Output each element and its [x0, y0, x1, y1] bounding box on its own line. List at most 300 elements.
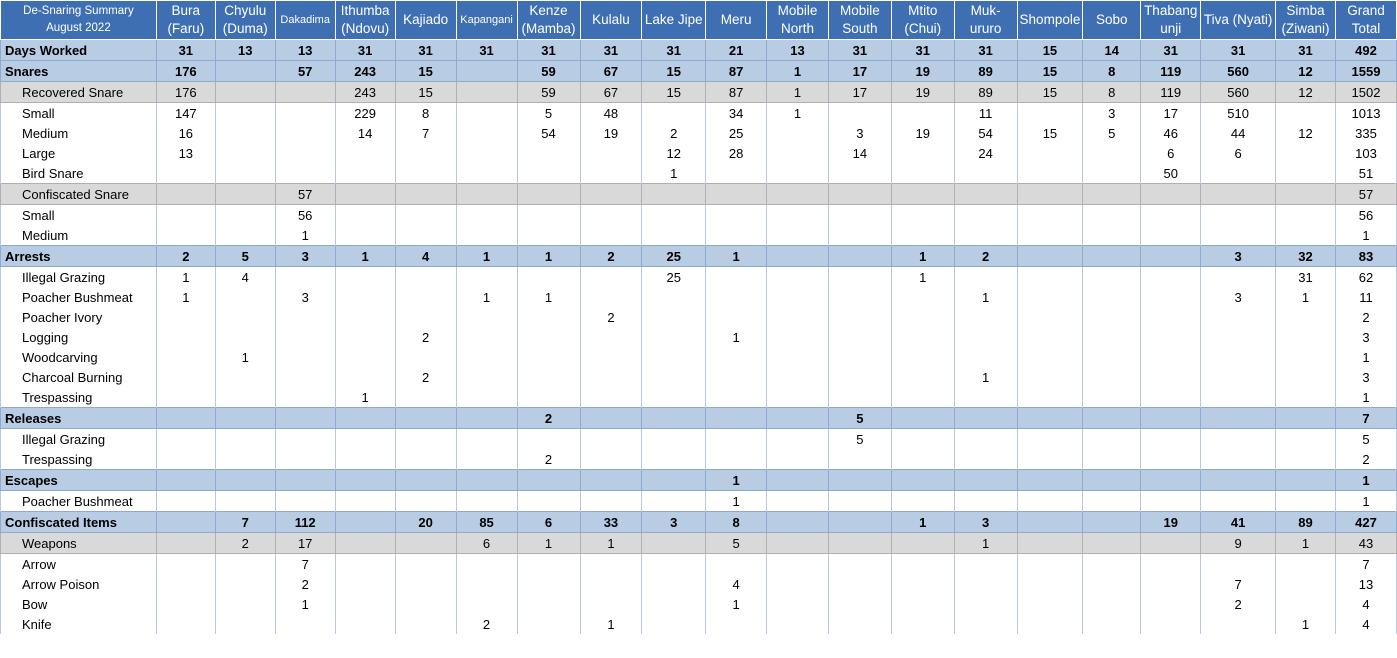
table-cell	[335, 225, 395, 246]
table-cell	[642, 533, 706, 554]
table-cell: 1	[335, 246, 395, 267]
table-cell: 25	[642, 246, 706, 267]
table-cell: 89	[954, 61, 1017, 82]
table-cell: 5	[828, 408, 891, 429]
table-cell	[1083, 449, 1141, 470]
table-cell	[517, 614, 580, 634]
grand-total-cell: 3	[1335, 367, 1396, 387]
row-label: Trespassing	[1, 387, 157, 408]
table-cell: 13	[215, 40, 275, 61]
table-cell: 5	[517, 103, 580, 124]
table-cell	[891, 554, 954, 575]
table-cell: 5	[706, 533, 767, 554]
table-cell	[275, 387, 335, 408]
table-cell	[954, 554, 1017, 575]
table-cell	[275, 103, 335, 124]
table-row	[1, 307, 1397, 327]
table-cell: 15	[395, 82, 456, 103]
table-cell	[1201, 491, 1276, 512]
section-row	[1, 470, 1397, 491]
table-cell	[456, 327, 517, 347]
table-cell	[1017, 225, 1083, 246]
table-cell	[642, 614, 706, 634]
table-cell	[1083, 246, 1141, 267]
table-cell	[1201, 327, 1276, 347]
table-cell	[215, 491, 275, 512]
table-cell	[891, 307, 954, 327]
row-label: Illegal Grazing	[1, 267, 157, 288]
table-cell	[1201, 470, 1276, 491]
table-cell: 243	[335, 61, 395, 82]
table-cell	[335, 614, 395, 634]
row-label: Days Worked	[1, 40, 157, 61]
grand-total-cell: 1	[1335, 347, 1396, 367]
table-cell	[706, 287, 767, 307]
table-cell	[1276, 408, 1336, 429]
table-cell: 560	[1201, 61, 1276, 82]
table-cell: 59	[517, 61, 580, 82]
table-cell	[1083, 163, 1141, 184]
table-cell	[1083, 512, 1141, 533]
table-cell: 31	[1141, 40, 1201, 61]
table-cell: 28	[706, 143, 767, 163]
table-cell	[335, 267, 395, 288]
table-cell	[156, 347, 215, 367]
row-label: Arrow	[1, 554, 157, 575]
table-cell	[828, 225, 891, 246]
table-cell	[954, 267, 1017, 288]
table-body	[1, 40, 1397, 635]
table-cell	[395, 287, 456, 307]
table-cell	[1141, 429, 1201, 450]
table-cell: 59	[517, 82, 580, 103]
table-cell: 1	[954, 533, 1017, 554]
table-cell	[215, 554, 275, 575]
table-cell	[1083, 594, 1141, 614]
table-cell	[1276, 594, 1336, 614]
table-cell	[891, 470, 954, 491]
table-cell: 31	[954, 40, 1017, 61]
table-cell	[767, 287, 829, 307]
table-cell: 1	[891, 512, 954, 533]
table-cell	[517, 163, 580, 184]
table-cell	[1017, 429, 1083, 450]
table-cell: 50	[1141, 163, 1201, 184]
table-cell	[1083, 367, 1141, 387]
table-cell	[954, 163, 1017, 184]
table-cell	[580, 347, 642, 367]
table-cell	[1141, 470, 1201, 491]
table-cell: 19	[580, 123, 642, 143]
table-cell	[891, 287, 954, 307]
table-cell	[395, 429, 456, 450]
table-cell: 5	[828, 429, 891, 450]
table-cell	[335, 554, 395, 575]
table-row	[1, 614, 1397, 634]
table-cell	[891, 491, 954, 512]
table-cell	[891, 367, 954, 387]
table-cell	[517, 225, 580, 246]
table-cell	[891, 387, 954, 408]
table-cell	[1201, 554, 1276, 575]
table-cell	[395, 184, 456, 205]
table-cell	[1276, 470, 1336, 491]
table-cell	[517, 554, 580, 575]
table-cell	[335, 143, 395, 163]
table-cell	[215, 205, 275, 226]
table-cell	[1276, 205, 1336, 226]
table-cell	[642, 327, 706, 347]
table-cell	[1201, 205, 1276, 226]
table-cell: 19	[891, 61, 954, 82]
table-row	[1, 594, 1397, 614]
table-cell: 1	[335, 387, 395, 408]
subsection-row	[1, 184, 1397, 205]
table-cell	[1083, 267, 1141, 288]
table-cell	[1201, 614, 1276, 634]
table-cell	[642, 387, 706, 408]
section-row	[1, 61, 1397, 82]
table-title	[1, 1, 157, 40]
table-cell: 6	[1141, 143, 1201, 163]
table-cell	[828, 327, 891, 347]
table-cell	[456, 307, 517, 327]
table-cell	[275, 429, 335, 450]
table-cell	[156, 554, 215, 575]
table-cell: 2	[395, 327, 456, 347]
table-row	[1, 347, 1397, 367]
table-cell	[456, 163, 517, 184]
table-cell	[335, 287, 395, 307]
table-cell	[517, 143, 580, 163]
table-cell	[580, 163, 642, 184]
table-cell	[706, 554, 767, 575]
table-cell: 3	[828, 123, 891, 143]
column-header-kulalu: Kulalu	[580, 1, 642, 40]
table-cell	[275, 449, 335, 470]
table-cell: 1	[517, 287, 580, 307]
table-cell	[891, 408, 954, 429]
table-cell: 15	[642, 61, 706, 82]
table-cell: 89	[1276, 512, 1336, 533]
table-cell	[1017, 594, 1083, 614]
table-cell	[891, 163, 954, 184]
table-cell	[1017, 246, 1083, 267]
grand-total-cell: 1559	[1335, 61, 1396, 82]
grand-total-cell: 4	[1335, 594, 1396, 614]
table-cell	[954, 594, 1017, 614]
table-cell	[1201, 449, 1276, 470]
table-cell	[1141, 554, 1201, 575]
table-cell: 6	[456, 533, 517, 554]
grand-total-cell: 5	[1335, 429, 1396, 450]
table-cell: 1	[580, 533, 642, 554]
table-cell: 8	[706, 512, 767, 533]
row-label: Small	[1, 205, 157, 226]
table-cell: 3	[1201, 246, 1276, 267]
row-label: Poacher Bushmeat	[1, 287, 157, 307]
table-cell	[517, 367, 580, 387]
title-line-1: De-Snaring Summary	[23, 5, 134, 17]
table-cell	[891, 327, 954, 347]
table-cell	[954, 574, 1017, 594]
table-cell: 2	[215, 533, 275, 554]
table-cell: 54	[517, 123, 580, 143]
table-row	[1, 163, 1397, 184]
table-cell	[275, 367, 335, 387]
grand-total-cell: 13	[1335, 574, 1396, 594]
table-cell: 15	[1017, 40, 1083, 61]
table-cell	[1201, 367, 1276, 387]
row-label: Knife	[1, 614, 157, 634]
table-cell	[275, 408, 335, 429]
table-cell: 2	[580, 307, 642, 327]
table-cell	[1276, 367, 1336, 387]
table-cell	[1017, 408, 1083, 429]
table-cell	[828, 533, 891, 554]
table-cell	[456, 143, 517, 163]
table-cell	[456, 103, 517, 124]
table-cell	[706, 267, 767, 288]
table-row	[1, 554, 1397, 575]
grand-total-cell: 83	[1335, 246, 1396, 267]
table-cell	[395, 470, 456, 491]
table-cell	[335, 470, 395, 491]
table-cell: 67	[580, 82, 642, 103]
table-cell	[767, 205, 829, 226]
table-cell	[275, 327, 335, 347]
table-cell	[156, 470, 215, 491]
column-header-mukururo: Muk- ururo	[954, 1, 1017, 40]
table-cell	[828, 246, 891, 267]
section-row	[1, 512, 1397, 533]
row-label: Recovered Snare	[1, 82, 157, 103]
table-cell	[828, 367, 891, 387]
table-cell	[335, 347, 395, 367]
table-cell	[954, 307, 1017, 327]
table-cell	[275, 347, 335, 367]
row-label: Logging	[1, 327, 157, 347]
table-cell	[1017, 491, 1083, 512]
title-line-2: August 2022	[46, 22, 111, 34]
table-cell: 89	[954, 82, 1017, 103]
table-cell: 31	[517, 40, 580, 61]
column-header-mtito: Mtito (Chui)	[891, 1, 954, 40]
grand-total-cell: 7	[1335, 408, 1396, 429]
table-cell	[828, 449, 891, 470]
table-cell	[156, 512, 215, 533]
table-cell: 1	[275, 594, 335, 614]
table-cell	[517, 347, 580, 367]
table-cell	[706, 225, 767, 246]
table-cell	[954, 225, 1017, 246]
table-cell	[891, 449, 954, 470]
table-cell	[456, 554, 517, 575]
table-cell	[1017, 184, 1083, 205]
table-cell	[580, 429, 642, 450]
row-label: Confiscated Snare	[1, 184, 157, 205]
table-cell: 15	[1017, 82, 1083, 103]
table-cell: 3	[275, 246, 335, 267]
table-cell: 87	[706, 82, 767, 103]
table-cell: 1	[580, 614, 642, 634]
table-cell	[395, 205, 456, 226]
table-cell	[215, 143, 275, 163]
grand-total-cell: 7	[1335, 554, 1396, 575]
table-cell	[215, 470, 275, 491]
table-cell	[275, 491, 335, 512]
table-cell	[828, 594, 891, 614]
table-cell: 33	[580, 512, 642, 533]
table-cell	[1141, 533, 1201, 554]
table-cell	[1201, 184, 1276, 205]
table-cell	[395, 347, 456, 367]
table-cell: 6	[1201, 143, 1276, 163]
table-cell: 1	[706, 491, 767, 512]
table-cell	[954, 327, 1017, 347]
table-cell	[156, 574, 215, 594]
table-cell	[891, 143, 954, 163]
row-label: Woodcarving	[1, 347, 157, 367]
table-cell	[1201, 347, 1276, 367]
table-cell: 20	[395, 512, 456, 533]
table-cell: 3	[275, 287, 335, 307]
table-cell	[1201, 267, 1276, 288]
table-row	[1, 267, 1397, 288]
table-cell	[456, 225, 517, 246]
table-cell	[1141, 287, 1201, 307]
table-cell	[1141, 246, 1201, 267]
table-cell: 1	[706, 327, 767, 347]
table-cell	[156, 408, 215, 429]
table-cell: 32	[1276, 246, 1336, 267]
table-cell: 2	[156, 246, 215, 267]
table-cell	[642, 449, 706, 470]
table-cell	[828, 205, 891, 226]
table-cell	[156, 327, 215, 347]
table-cell	[395, 143, 456, 163]
table-cell	[706, 367, 767, 387]
table-cell	[1276, 449, 1336, 470]
table-cell	[156, 184, 215, 205]
table-cell	[456, 429, 517, 450]
table-cell	[335, 449, 395, 470]
table-cell: 4	[215, 267, 275, 288]
table-cell	[456, 184, 517, 205]
table-cell	[1083, 327, 1141, 347]
table-cell	[1017, 554, 1083, 575]
table-cell: 25	[706, 123, 767, 143]
table-cell: 19	[891, 123, 954, 143]
table-cell	[580, 267, 642, 288]
table-cell: 1	[706, 470, 767, 491]
table-cell	[580, 327, 642, 347]
table-cell	[767, 512, 829, 533]
table-cell	[580, 205, 642, 226]
table-cell	[517, 205, 580, 226]
table-cell	[1141, 387, 1201, 408]
table-cell	[580, 574, 642, 594]
table-cell	[1276, 307, 1336, 327]
table-cell	[706, 205, 767, 226]
table-cell	[580, 554, 642, 575]
table-cell	[1276, 103, 1336, 124]
table-cell	[215, 367, 275, 387]
row-label: Charcoal Burning	[1, 367, 157, 387]
grand-total-cell: 11	[1335, 287, 1396, 307]
table-cell	[215, 307, 275, 327]
grand-total-cell: 103	[1335, 143, 1396, 163]
table-cell	[954, 491, 1017, 512]
table-cell	[706, 408, 767, 429]
table-cell	[335, 594, 395, 614]
row-label: Bow	[1, 594, 157, 614]
table-cell: 112	[275, 512, 335, 533]
table-cell	[828, 491, 891, 512]
table-cell	[1276, 429, 1336, 450]
table-cell	[335, 429, 395, 450]
column-header-kapangani: Kapangani	[456, 1, 517, 40]
table-cell	[580, 184, 642, 205]
table-cell: 1	[215, 347, 275, 367]
table-cell: 119	[1141, 82, 1201, 103]
table-cell	[395, 408, 456, 429]
table-cell: 510	[1201, 103, 1276, 124]
table-cell	[954, 387, 1017, 408]
table-cell: 24	[954, 143, 1017, 163]
table-cell: 15	[642, 82, 706, 103]
table-cell	[1276, 327, 1336, 347]
table-cell: 229	[335, 103, 395, 124]
table-cell	[275, 267, 335, 288]
table-cell	[828, 470, 891, 491]
table-cell	[1141, 614, 1201, 634]
table-row	[1, 205, 1397, 226]
table-cell: 2	[517, 449, 580, 470]
table-cell: 7	[215, 512, 275, 533]
table-cell	[642, 225, 706, 246]
table-cell: 17	[1141, 103, 1201, 124]
table-cell: 1	[1276, 287, 1336, 307]
table-cell: 9	[1201, 533, 1276, 554]
table-cell	[767, 327, 829, 347]
table-cell	[1276, 225, 1336, 246]
table-cell	[1141, 205, 1201, 226]
table-cell	[335, 512, 395, 533]
table-cell	[215, 287, 275, 307]
section-row	[1, 40, 1397, 61]
table-cell	[1083, 347, 1141, 367]
column-header-meru: Meru	[706, 1, 767, 40]
table-cell	[1017, 533, 1083, 554]
table-cell	[706, 184, 767, 205]
table-cell: 243	[335, 82, 395, 103]
table-cell: 31	[642, 40, 706, 61]
table-cell	[1017, 614, 1083, 634]
table-cell	[954, 205, 1017, 226]
section-row	[1, 408, 1397, 429]
table-cell: 176	[156, 61, 215, 82]
table-cell	[1017, 574, 1083, 594]
table-cell: 8	[1083, 61, 1141, 82]
table-cell	[517, 574, 580, 594]
table-cell	[215, 387, 275, 408]
table-cell	[1017, 267, 1083, 288]
table-cell	[215, 184, 275, 205]
table-cell	[395, 387, 456, 408]
row-label: Arrow Poison	[1, 574, 157, 594]
table-cell	[767, 184, 829, 205]
